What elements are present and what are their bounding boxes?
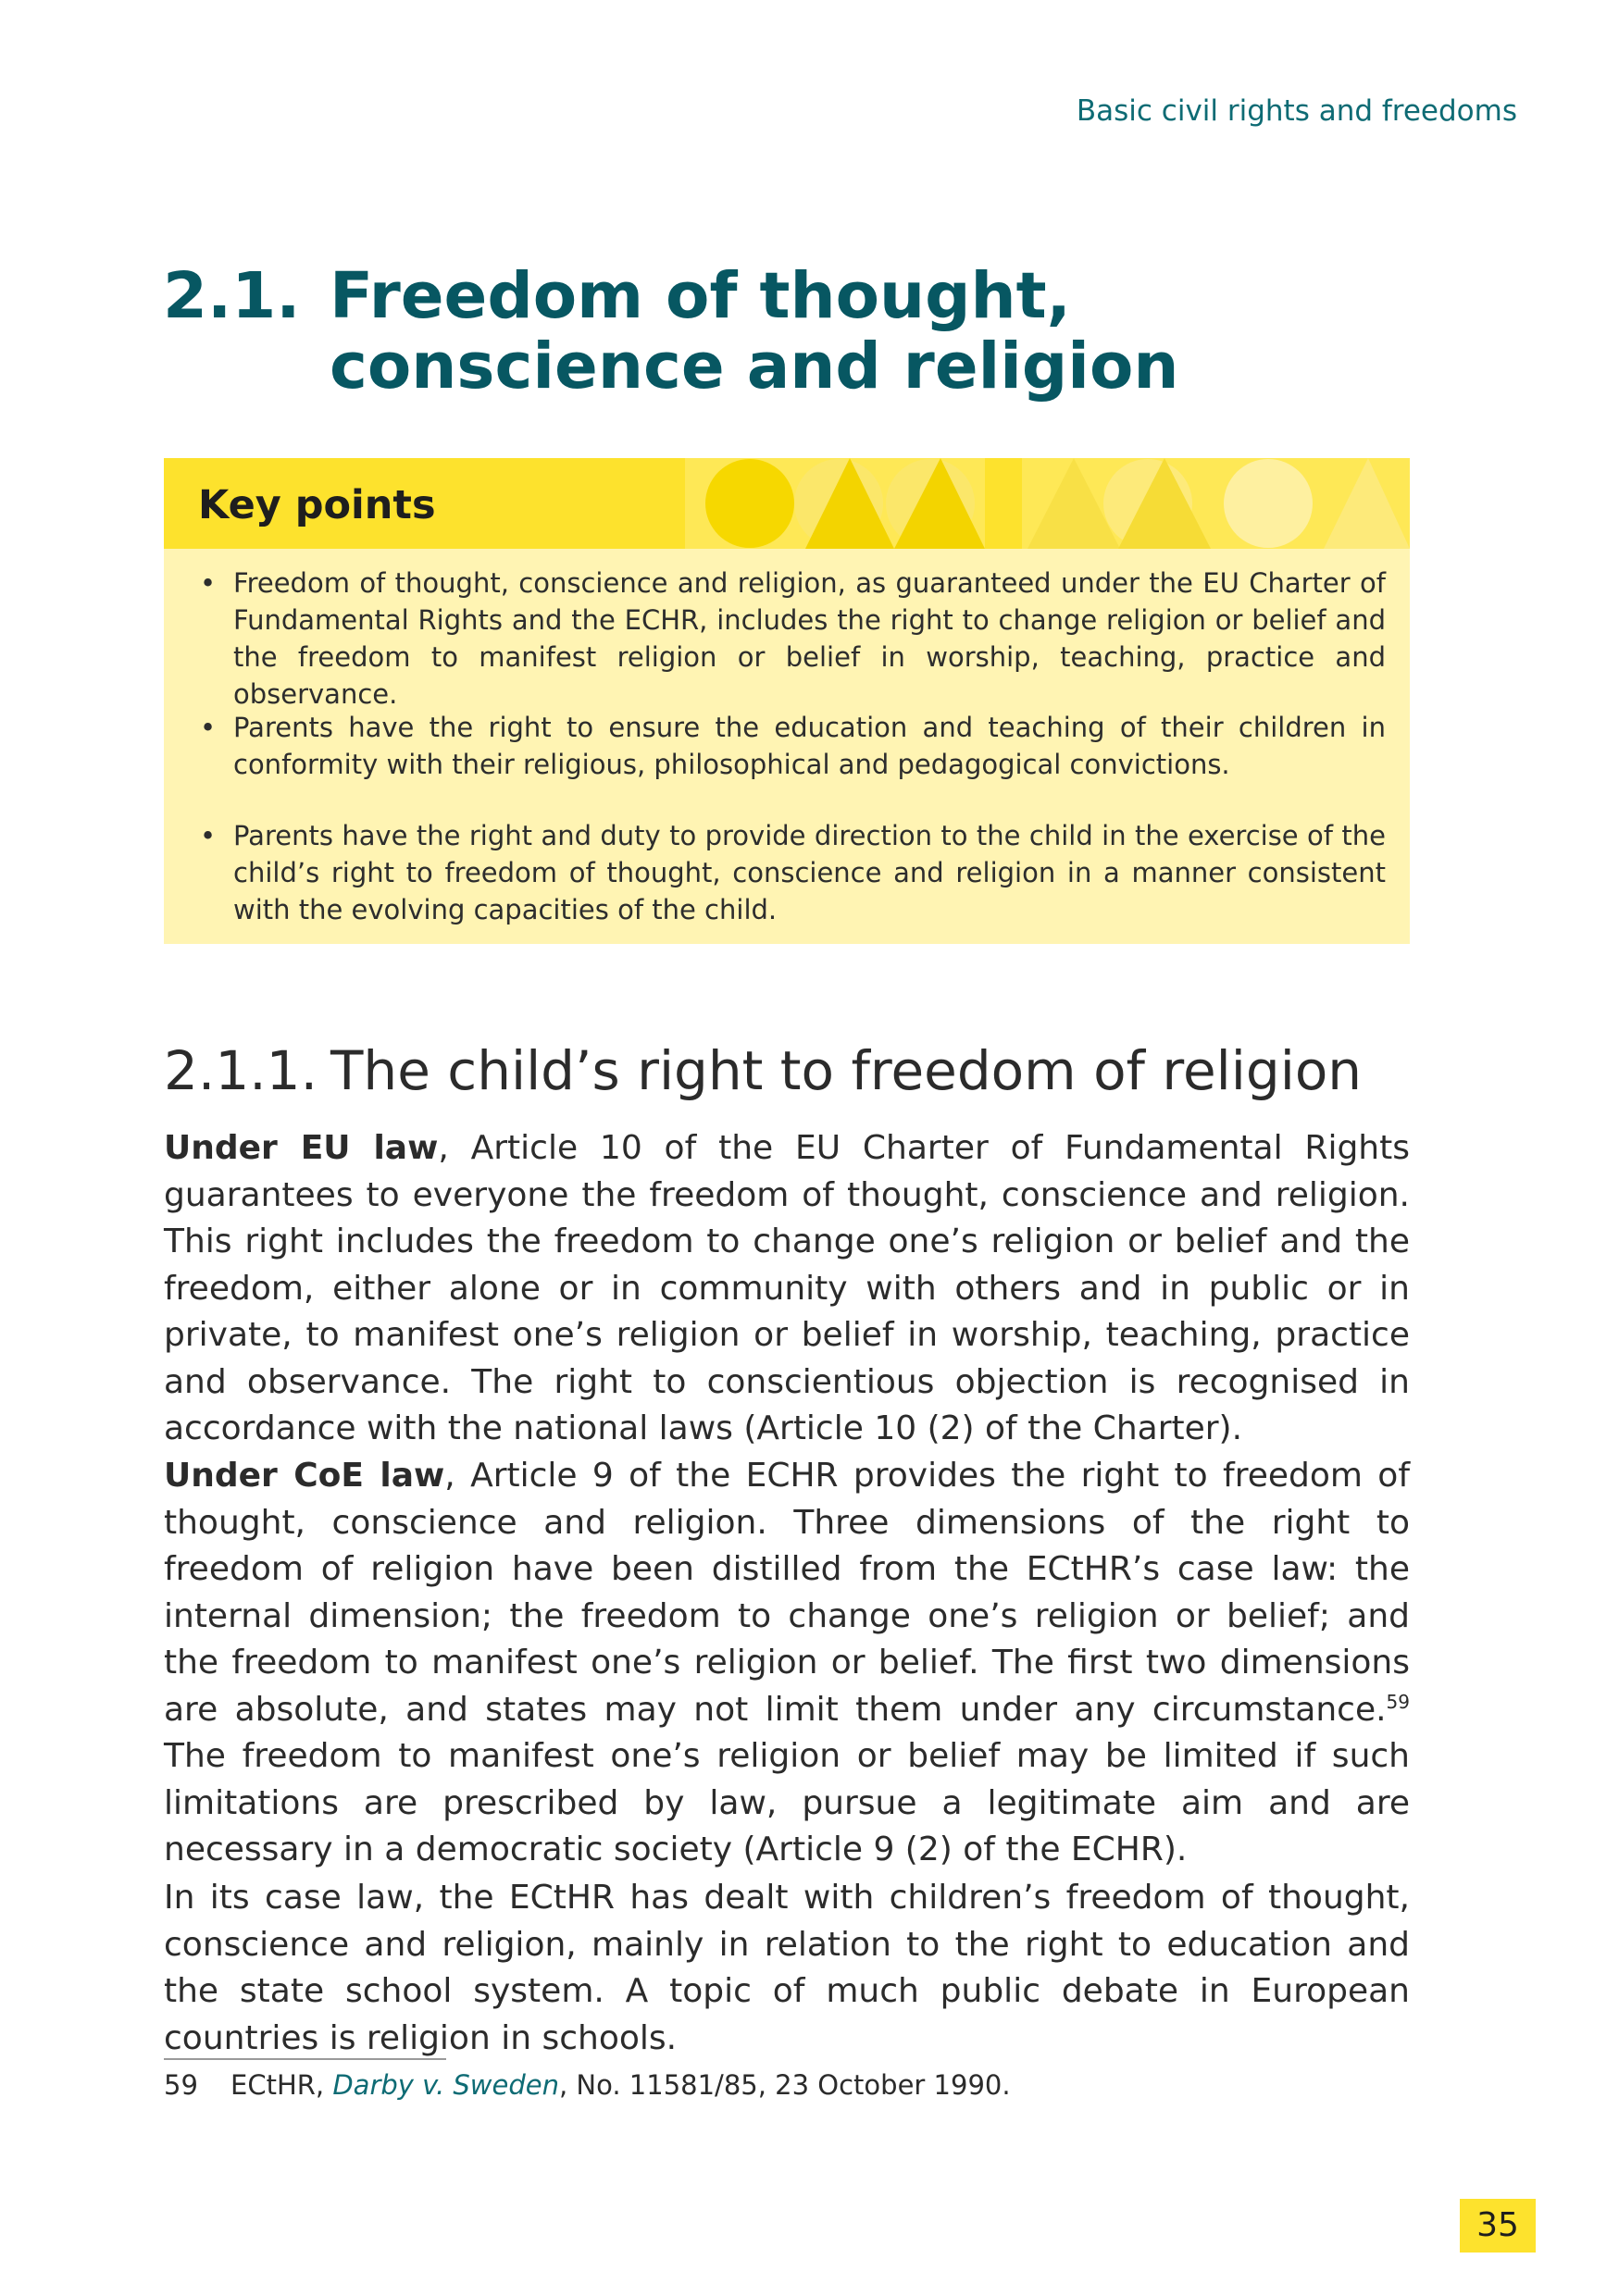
paragraph-text: , Article 9 of the ECHR provides the right to freedom of thought, conscience and religion. Three dimensions of the right to freedom of religion have been distilled from the ECtHR’s case law: the internal dimension; the freedom to change one’s religion or belief; and the freedom to manifest one’s religion or belief. The first two dimensions are absolute, and states may not limit them under any circumstance. (164, 1457, 1410, 1729)
footnote (164, 2066, 1011, 2104)
bullet-icon: • (200, 712, 217, 743)
key-point-text: Freedom of thought, conscience and religion, as guaranteed under the EU Charter of Fundamental Rights and the ECHR, includes the right to change religion or belief and the freedom to manifest religion or belief in worship, teaching, practice and observance. (233, 567, 1386, 710)
paragraph-lead: Under CoE law (164, 1457, 445, 1495)
key-point-text: Parents have the right to ensure the education and teaching of their children in conformity with their religious, philosophical and pedagogical convictions. (233, 712, 1386, 780)
subsection-number: 2.1.1. (164, 1039, 318, 1102)
paragraph-text: , Article 10 of the EU Charter of Fundamental Rights guarantees to everyone the freedom of thought, conscience and religion. This right includes the freedom to change one’s religion or belief and the freedom, either alone or in community with others and in public or in private, to manifest one’s religion or belief in worship, teaching, practice and observance. The right to conscientious objection is recognised in accordance with the national laws (Article 10 (2) of the Charter). (164, 1129, 1410, 1447)
paragraph-eu-law (164, 1125, 1410, 1453)
footnote-reference[interactable]: 59 (1386, 1690, 1410, 1713)
decorative-shapes-pattern (685, 458, 1410, 549)
footnote-text (230, 2066, 1011, 2104)
section-title: Freedom of thought, conscience and religion (330, 259, 1179, 403)
paragraph-lead: Under EU law (164, 1129, 439, 1167)
footnote-prefix: ECtHR, (230, 2069, 333, 2101)
footnote-suffix: , No. 11581/85, 23 October 1990. (559, 2069, 1011, 2101)
subsection-heading (164, 1040, 1362, 1101)
section-heading (163, 261, 1403, 402)
paragraph-text: The freedom to manifest one’s religion or belief may be limited if such limitations are prescribed by law, pursue a legitimate aim and are necessary in a democratic society (Article 9 (2) of the ECHR). (164, 1737, 1410, 1868)
key-points-heading: Key points (198, 482, 436, 528)
key-point-item (198, 709, 1386, 783)
case-link[interactable]: Darby v. Sweden (332, 2069, 559, 2101)
bullet-icon: • (200, 567, 217, 599)
key-points-header (164, 458, 1410, 549)
key-point-text: Parents have the right and duty to provide direction to the child in the exercise of the child’s right to freedom of thought, conscience and religion in a manner consistent with the evolving capacities of the child. (233, 820, 1386, 925)
footnote-divider (164, 2058, 446, 2060)
subsection-title: The child’s right to freedom of religion (330, 1039, 1363, 1102)
paragraph-coe-law (164, 1453, 1410, 1874)
key-point-item (198, 565, 1386, 713)
key-point-item (198, 817, 1386, 928)
section-number: 2.1. (163, 259, 301, 333)
running-header: Basic civil rights and freedoms (1076, 94, 1517, 128)
bullet-icon: • (200, 820, 217, 851)
paragraph-case-law: In its case law, the ECtHR has dealt with children’s freedom of thought, conscience and religion, mainly in relation to the right to education and the state school system. A topic of much public debate in European countries is religion in schools. (164, 1879, 1410, 2057)
page-number: 35 (1460, 2199, 1536, 2253)
footnote-number: 59 (164, 2069, 198, 2101)
